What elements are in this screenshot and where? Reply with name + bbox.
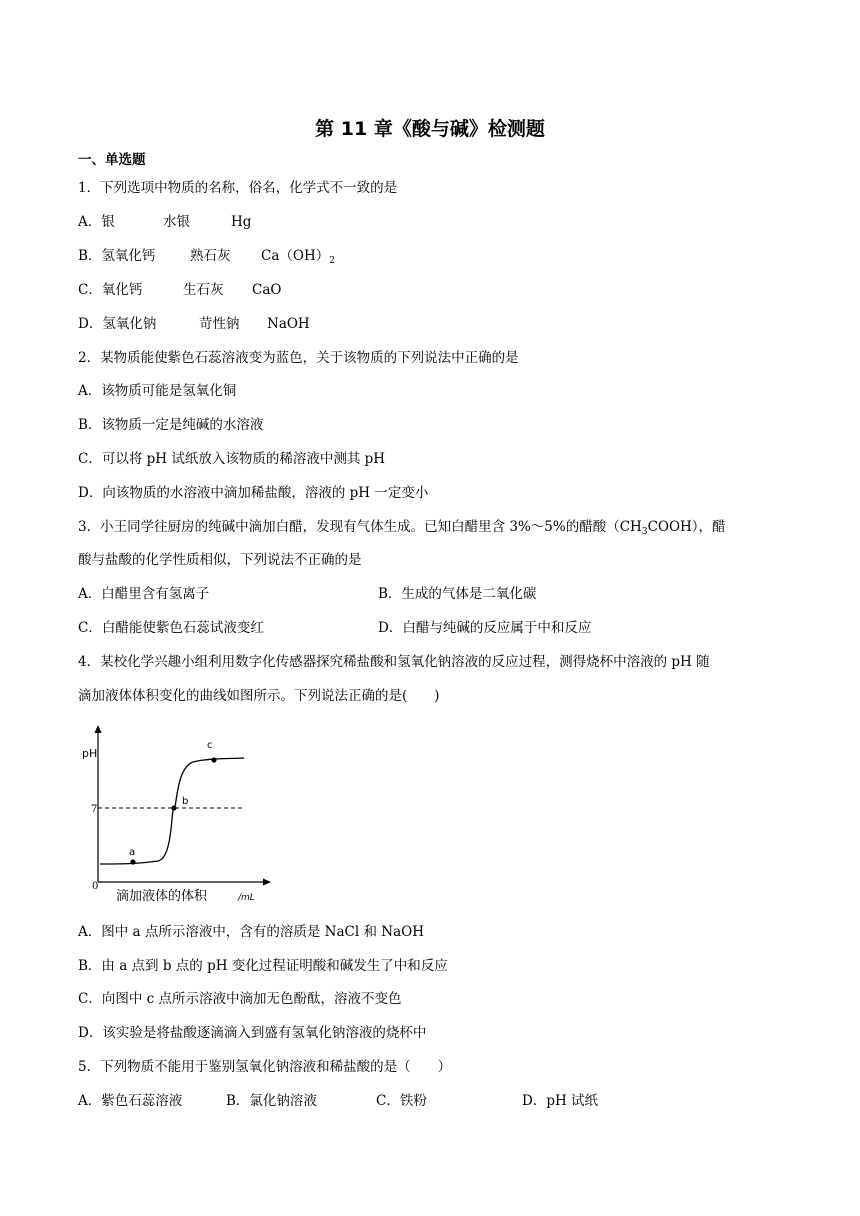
question-5-option-a: A．紫色石蕊溶液 xyxy=(78,1093,183,1109)
question-5-stem: 5．下列物质不能用于鉴别氢氧化钠溶液和稀盐酸的是（ ） xyxy=(78,1059,452,1075)
point-c xyxy=(211,757,216,762)
question-5-option-c: C．铁粉 xyxy=(376,1093,427,1109)
question-4-option-d: D．该实验是将盐酸逐滴滴入到盛有氢氧化钠溶液的烧杯中 xyxy=(78,1025,427,1041)
section-heading: 一、单选题 xyxy=(78,152,146,168)
option-d-name: D．氢氧化钠 xyxy=(78,316,157,332)
origin-label: 0 xyxy=(92,881,99,892)
question-4-option-b: B．由 a 点到 b 点的 pH 变化过程证明酸和碱发生了中和反应 xyxy=(78,958,448,974)
x-axis-unit: /mL xyxy=(238,893,255,903)
question-1-stem: 1．下列选项中物质的名称，俗名，化学式不一致的是 xyxy=(78,180,398,196)
question-4-stem-line-1: 4．某校化学兴趣小组利用数字化传感器探究稀盐酸和氢氧化钠溶液的反应过程，测得烧杯中溶液的 pH 随 xyxy=(78,654,710,670)
question-1-option-a xyxy=(78,212,251,232)
y-axis-arrow-icon xyxy=(95,725,102,733)
option-b-name: B．氢氧化钙 xyxy=(78,248,156,264)
question-2-option-c: C．可以将 pH 试纸放入该物质的稀溶液中测其 pH xyxy=(78,451,386,467)
point-b-label: b xyxy=(182,796,189,807)
option-b-formula: Ca（OH） xyxy=(261,248,330,264)
question-3-options-row-1 xyxy=(78,584,536,604)
x-axis-arrow-icon xyxy=(263,879,271,886)
x-axis-label: 滴加液体的体积 xyxy=(116,889,208,904)
formula-subscript: 3 xyxy=(641,527,648,537)
option-d-common-name: 苛性钠 xyxy=(199,316,240,332)
option-c-common-name: 生石灰 xyxy=(183,282,224,298)
question-1-option-d xyxy=(78,314,310,334)
question-3-options-row-2 xyxy=(78,618,591,638)
question-4-option-c: C．向图中 c 点所示溶液中滴加无色酚酞，溶液不变色 xyxy=(78,991,402,1007)
option-c-name: C．氧化钙 xyxy=(78,282,143,298)
stem-part-2: COOH），醋 xyxy=(647,519,726,535)
question-3-stem-line-2: 酸与盐酸的化学性质相似，下列说法不正确的是 xyxy=(78,552,362,568)
question-5-option-d: D．pH 试纸 xyxy=(522,1093,599,1109)
page-title: 第 11 章《酸与碱》检测题 xyxy=(315,118,545,140)
point-a-label: a xyxy=(129,847,136,858)
question-2-option-d: D．向该物质的水溶液中滴加稀盐酸，溶液的 pH 一定变小 xyxy=(78,485,429,501)
option-a-common-name: 水银 xyxy=(163,214,190,230)
option-b-formula-subscript: 2 xyxy=(329,256,335,266)
question-3-option-a: A．白醋里含有氢离子 xyxy=(78,586,210,602)
stem-part-1: 3．小王同学往厨房的纯碱中滴加白醋，发现有气体生成。已知白醋里含 3%～5%的醋酸（CH xyxy=(78,519,642,535)
y-axis-label: pH xyxy=(82,747,98,760)
option-a-name: A．银 xyxy=(78,214,115,230)
question-2-option-a: A．该物质可能是氢氧化铜 xyxy=(78,383,237,399)
point-c-label: c xyxy=(207,740,213,751)
question-5-option-b: B．氯化钠溶液 xyxy=(226,1093,317,1109)
question-3-option-c: C．白醋能使紫色石蕊试液变红 xyxy=(78,620,264,636)
question-4-option-a: A．图中 a 点所示溶液中，含有的溶质是 NaCl 和 NaOH xyxy=(78,924,424,940)
option-b-common-name: 熟石灰 xyxy=(190,248,231,264)
option-c-formula: CaO xyxy=(252,282,282,298)
question-1-option-c xyxy=(78,280,281,300)
question-2-stem: 2．某物质能使紫色石蕊溶液变为蓝色，关于该物质的下列说法中正确的是 xyxy=(78,350,519,366)
ph-curve-graph xyxy=(78,724,278,906)
ph-curve xyxy=(100,758,244,864)
question-1-option-b xyxy=(78,246,335,271)
question-3-stem-line-1 xyxy=(78,517,726,542)
option-d-formula: NaOH xyxy=(267,316,310,332)
question-3-option-b: B．生成的气体是二氧化碳 xyxy=(378,586,537,602)
question-3-option-d: D．白醋与纯碱的反应属于中和反应 xyxy=(378,620,592,636)
option-a-formula: Hg xyxy=(231,214,252,230)
point-b xyxy=(171,805,176,810)
question-4-stem-line-2: 滴加液体体积变化的曲线如图所示。下列说法正确的是( ) xyxy=(78,688,440,704)
y-tick-7: 7 xyxy=(91,804,98,815)
point-a xyxy=(130,859,135,864)
question-2-option-b: B．该物质一定是纯碱的水溶液 xyxy=(78,417,264,433)
question-5-options-row xyxy=(78,1091,598,1111)
